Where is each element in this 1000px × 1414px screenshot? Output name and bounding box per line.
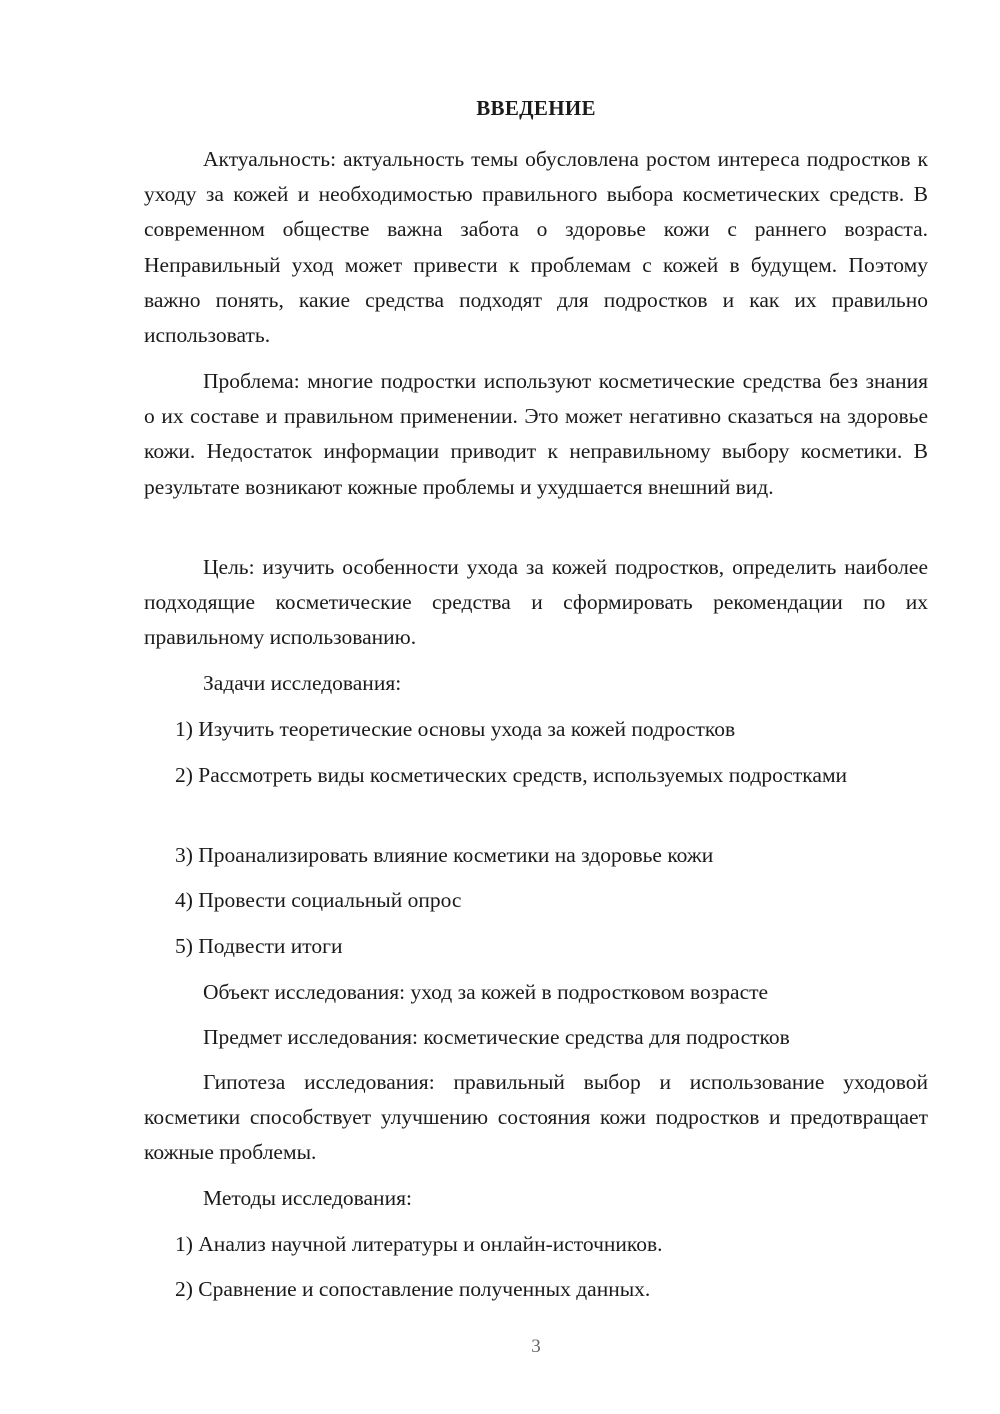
task-item: 1) Изучить теоретические основы ухода за кожей подростков: [175, 717, 736, 741]
object-paragraph: Объект исследования: уход за кожей в подростковом возрасте: [203, 980, 769, 1004]
task-item: 4) Провести социальный опрос: [175, 888, 462, 912]
subject-paragraph: Предмет исследования: косметические средства для подростков: [203, 1025, 790, 1049]
method-item: 1) Анализ научной литературы и онлайн-источников.: [175, 1232, 663, 1256]
tasks-heading: Задачи исследования:: [203, 671, 402, 695]
hypothesis-paragraph: Гипотеза исследования: правильный выбор и использование уходовой косметики способствует улучшению состояния кожи подростков и предотвращает кожные проблемы.: [144, 1070, 928, 1165]
page-number: 3: [531, 1336, 541, 1357]
task-item: 5) Подвести итоги: [175, 934, 343, 958]
relevance-paragraph: Актуальность: актуальность темы обусловлена ростом интереса подростков к уходу за кожей и необходимостью правильного выбора косметических средств. В современном обществе важна забота о здоровье кожи с раннего возраста. Неправильный уход может привести к проблемам с кожей в будущем. Поэтому важно понять, какие средства подходят для подростков и как их правильно использовать.: [144, 147, 928, 348]
method-item: 2) Сравнение и сопоставление полученных данных.: [175, 1277, 651, 1301]
section-heading: ВВЕДЕНИЕ: [476, 96, 596, 120]
methods-heading: Методы исследования:: [203, 1186, 412, 1210]
problem-paragraph: Проблема: многие подростки используют косметические средства без знания о их составе и правильном применении. Это может негативно сказаться на здоровье кожи. Недостаток информации приводит к неправильному выбору косметики. В результате возникают кожные проблемы и ухудшается внешний вид.: [144, 369, 928, 499]
goal-paragraph: Цель: изучить особенности ухода за кожей подростков, определить наиболее подходящие косметические средства и сформировать рекомендации по их правильному использованию.: [144, 555, 928, 650]
task-item: 3) Проанализировать влияние косметики на здоровье кожи: [175, 843, 714, 867]
task-item: 2) Рассмотреть виды косметических средств, используемых подростками: [175, 763, 848, 787]
